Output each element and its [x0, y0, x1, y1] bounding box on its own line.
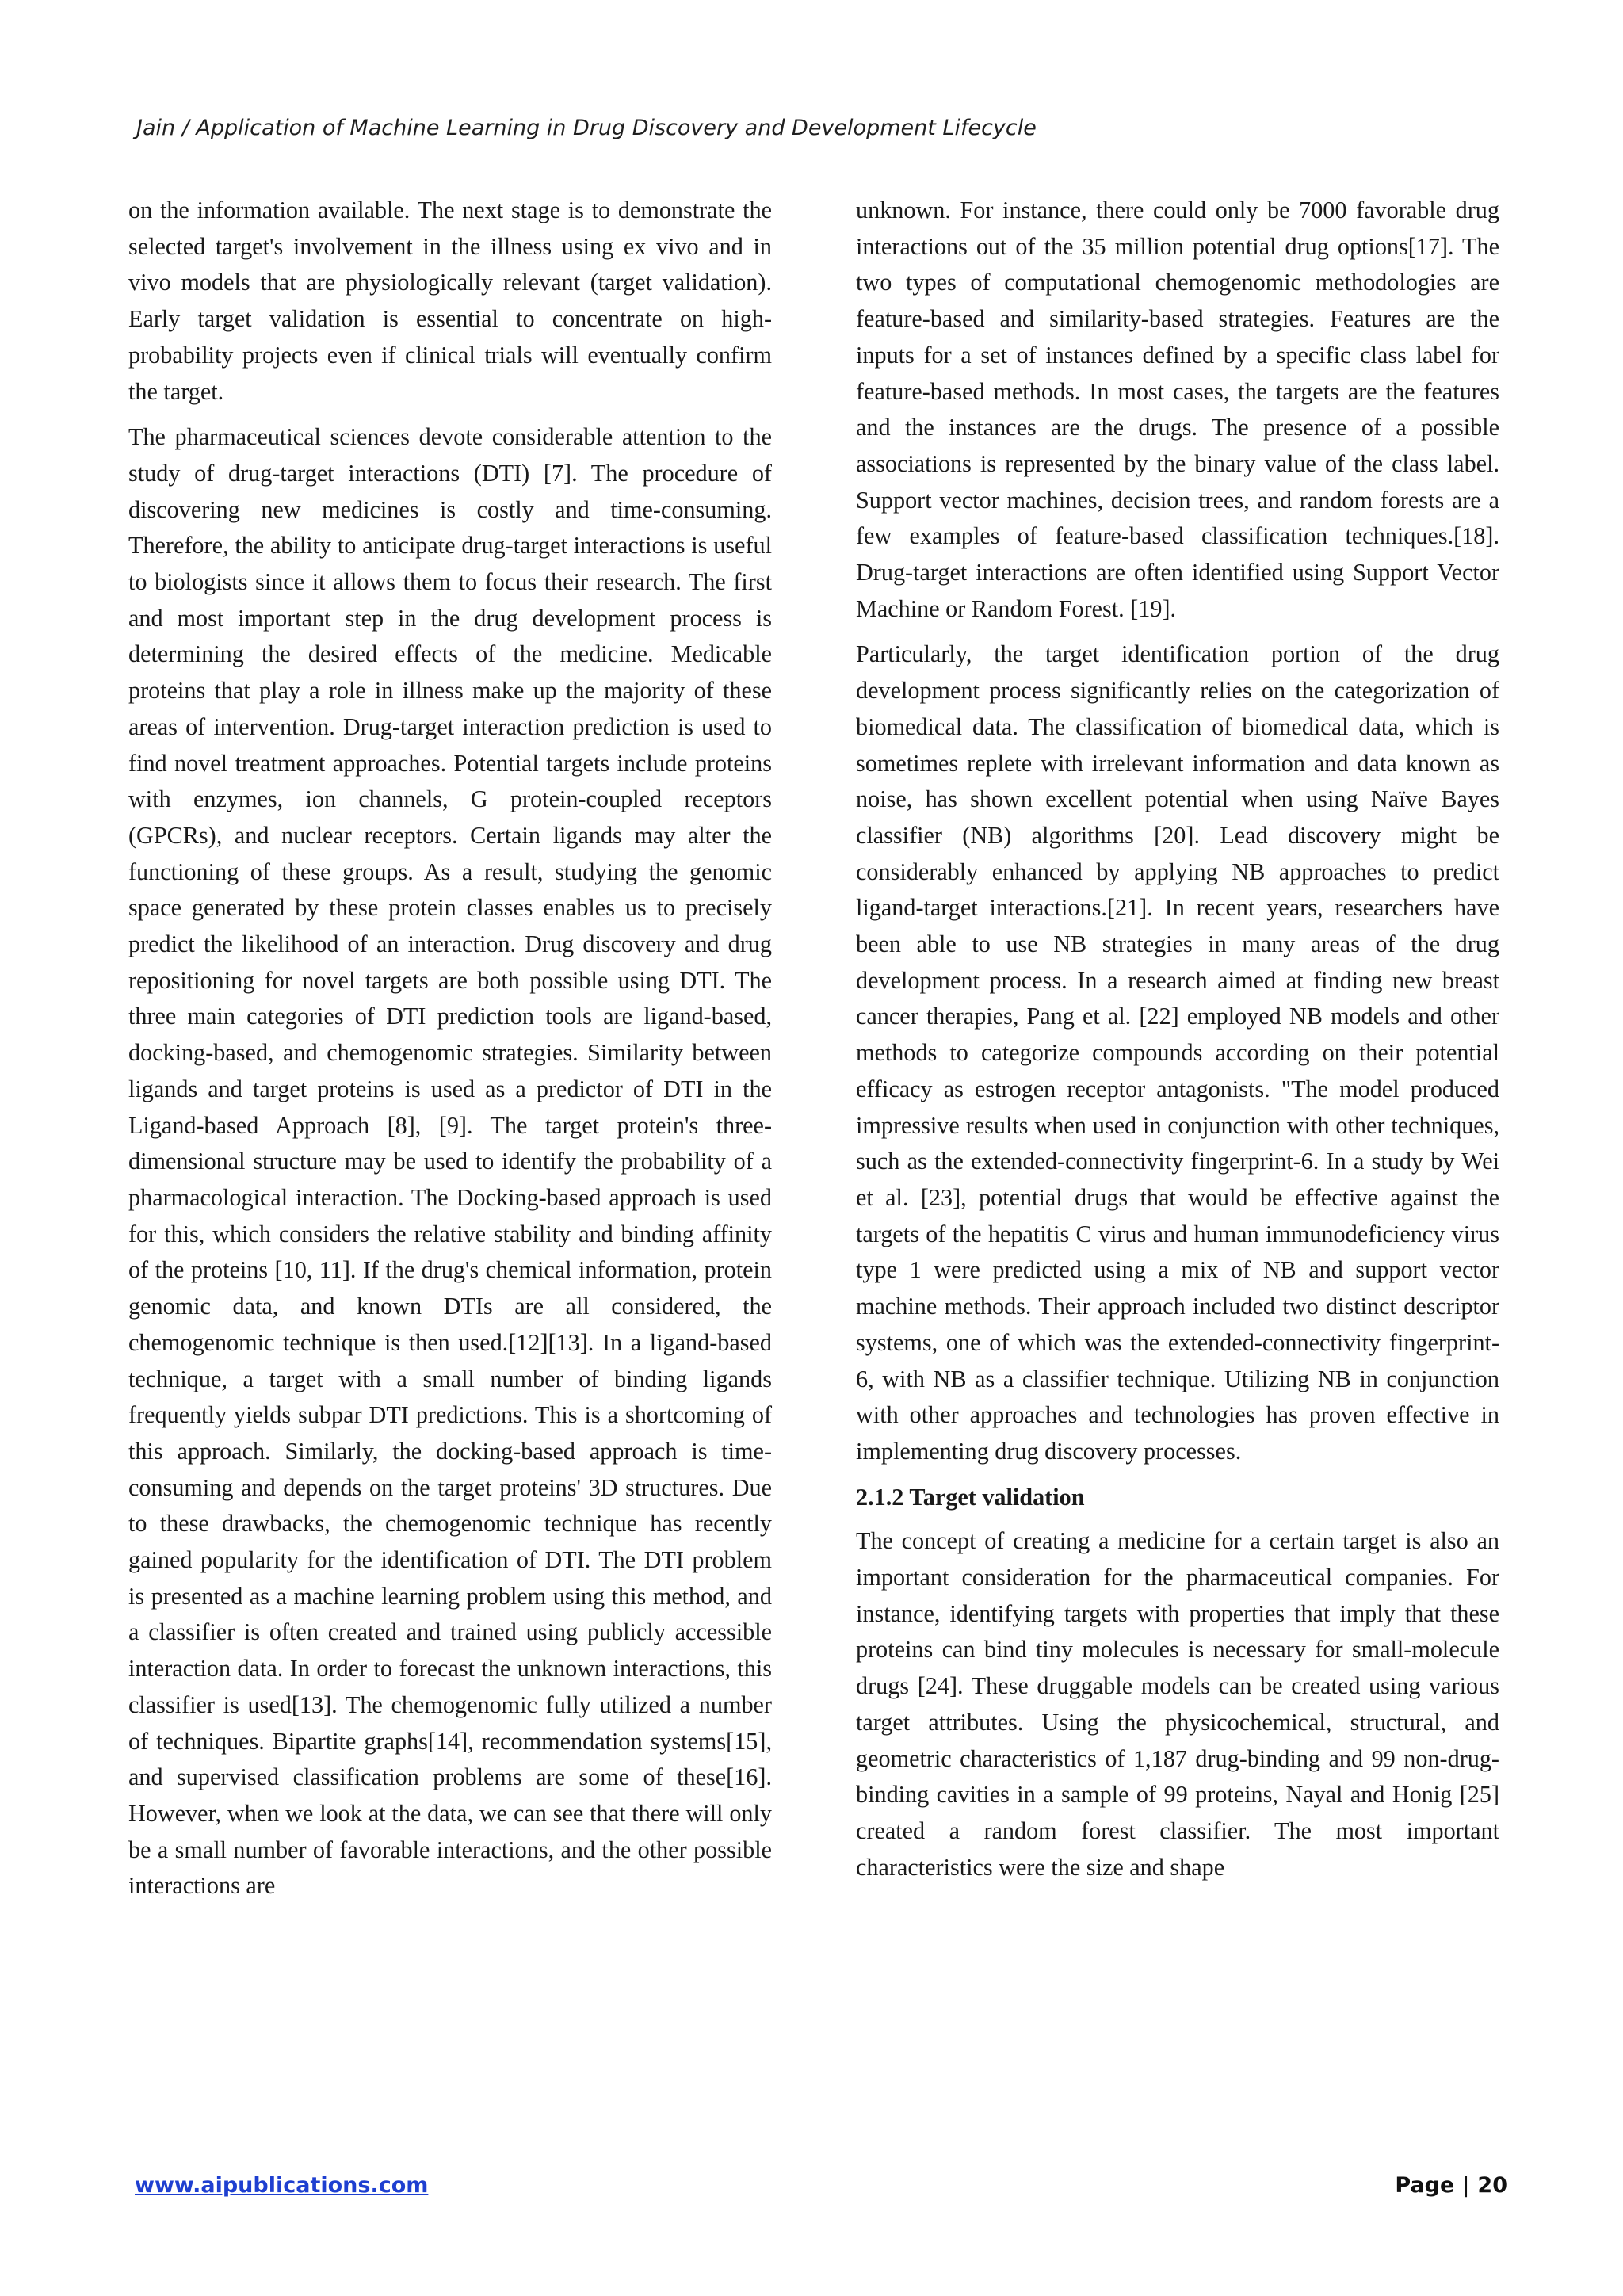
- running-header: [136, 116, 1325, 140]
- page-footer: [0, 2173, 1623, 2205]
- body-paragraph: unknown. For instance, there could only be 7000 favorable drug interactions out of the 35 million potential drug options[17]. The two types of computational chemogenomic methodologies are feature-based and similarity-based strategies. Features are the inputs for a set of instances defined by a specific class label for feature-based methods. In most cases, the targets are the features and the instances are the drugs. The presence of a possible associations is represented by the binary value of the class label. Support vector machines, decision trees, and random forests are a few examples of feature-based classification techniques.[18]. Drug-target interactions are often identified using Support Vector Machine or Random Forest. [19].: [856, 197, 1499, 622]
- page-separator: |: [1462, 2173, 1470, 2198]
- body-paragraph: The concept of creating a medicine for a certain target is also an important consideration for the pharmaceutical companies. For instance, identifying targets with properties that imply that these proteins can bind tiny molecules is necessary for small-molecule drugs [24]. These druggable models can be created using various target attributes. Using the physicochemical, structural, and geometric characteristics of 1,187 drug-binding and 99 non-drug-binding cavities in a sample of 99 proteins, Nayal and Honig [25] created a random forest classifier. The most important characteristics were the size and shape: [856, 1527, 1499, 1881]
- page-indicator: [1395, 2173, 1507, 2198]
- right-column: [856, 193, 1499, 1895]
- page-number: 20: [1477, 2173, 1507, 2198]
- running-title: Jain / Application of Machine Learning in Drug Discovery and Development Lifecycle: [136, 116, 1037, 140]
- body-paragraph: The pharmaceutical sciences devote considerable attention to the study of drug-target interactions (DTI) [7]. The procedure of discovering new medicines is costly and time-consuming. Therefore, the ability to anticipate drug-target interactions is useful to biologists since it allows them to focus their research. The first and most important step in the drug development process is determining the desired effects of the medicine. Medicable proteins that play a role in illness make up the majority of these areas of intervention. Drug-target interaction prediction is used to find novel treatment approaches. Potential targets include proteins with enzymes, ion channels, G protein-coupled receptors (GPCRs), and nuclear receptors. Certain ligands may alter the functioning of these groups. As a result, studying the genomic space generated by these protein classes enables us to precisely predict the likelihood of an interaction. Drug discovery and drug repositioning for novel targets are both possible using DTI. The three main categories of DTI prediction tools are ligand-based, docking-based, and chemogenomic strategies. Similarity between ligands and target proteins is used as a predictor of DTI in the Ligand-based Approach [8], [9]. The target protein's three-dimensional structure may be used to identify the probability of a pharmacological interaction. The Docking-based approach is used for this, which considers the relative stability and binding affinity of the proteins [10, 11]. If the drug's chemical information, protein genomic data, and known DTIs are all considered, the chemogenomic technique is then used.[12][13]. In a ligand-based technique, a target with a small number of binding ligands frequently yields subpar DTI predictions. This is a shortcoming of this approach. Similarly, the docking-based approach is time-consuming and depends on the target proteins' 3D structures. Due to these drawbacks, the chemogenomic technique has recently gained popularity for the identification of DTI. The DTI problem is presented as a machine learning problem using this method, and a classifier is often created and trained using publicly accessible interaction data. In order to forecast the unknown interactions, this classifier is used[13]. The chemogenomic fully utilized a number of techniques. Bipartite graphs[14], recommendation systems[15], and supervised classification problems are some of these[16]. However, when we look at the data, we can see that there will only be a small number of favorable interactions, and the other possible interactions are: [128, 423, 772, 1900]
- left-column: [128, 193, 772, 1914]
- body-paragraph: on the information available. The next stage is to demonstrate the selected target's involvement in the illness using ex vivo and in vivo models that are physiologically relevant (target validation). Early target validation is essential to concentrate on high-probability projects even if clinical trials will eventually confirm the target.: [128, 197, 772, 405]
- body-paragraph: Particularly, the target identification portion of the drug development process significantly relies on the categorization of biomedical data. The classification of biomedical data, which is sometimes replete with irrelevant information and data known as noise, has shown excellent potential when using Naïve Bayes classifier (NB) algorithms [20]. Lead discovery might be considerably enhanced by applying NB approaches to predict ligand-target interactions.[21]. In recent years, researchers have been able to use NB strategies in many areas of the drug development process. In a research aimed at finding new breast cancer therapies, Pang et al. [22] employed NB models and other methods to categorize compounds according on their potential efficacy as estrogen receptor antagonists. "The model produced impressive results when used in conjunction with other techniques, such as the extended-connectivity fingerprint-6. In a study by Wei et al. [23], potential drugs that would be effective against the targets of the hepatitis C virus and human immunodeficiency virus type 1 were predicted using a mix of NB and support vector machine methods. Their approach included two distinct descriptor systems, one of which was the extended-connectivity fingerprint-6, with NB as a classifier technique. Utilizing NB in conjunction with other approaches and technologies has proven effective in implementing drug discovery processes.: [856, 640, 1499, 1465]
- section-heading: 2.1.2 Target validation: [856, 1483, 1085, 1511]
- website-link[interactable]: www.aipublications.com: [135, 2173, 429, 2198]
- page-label: Page: [1395, 2173, 1455, 2198]
